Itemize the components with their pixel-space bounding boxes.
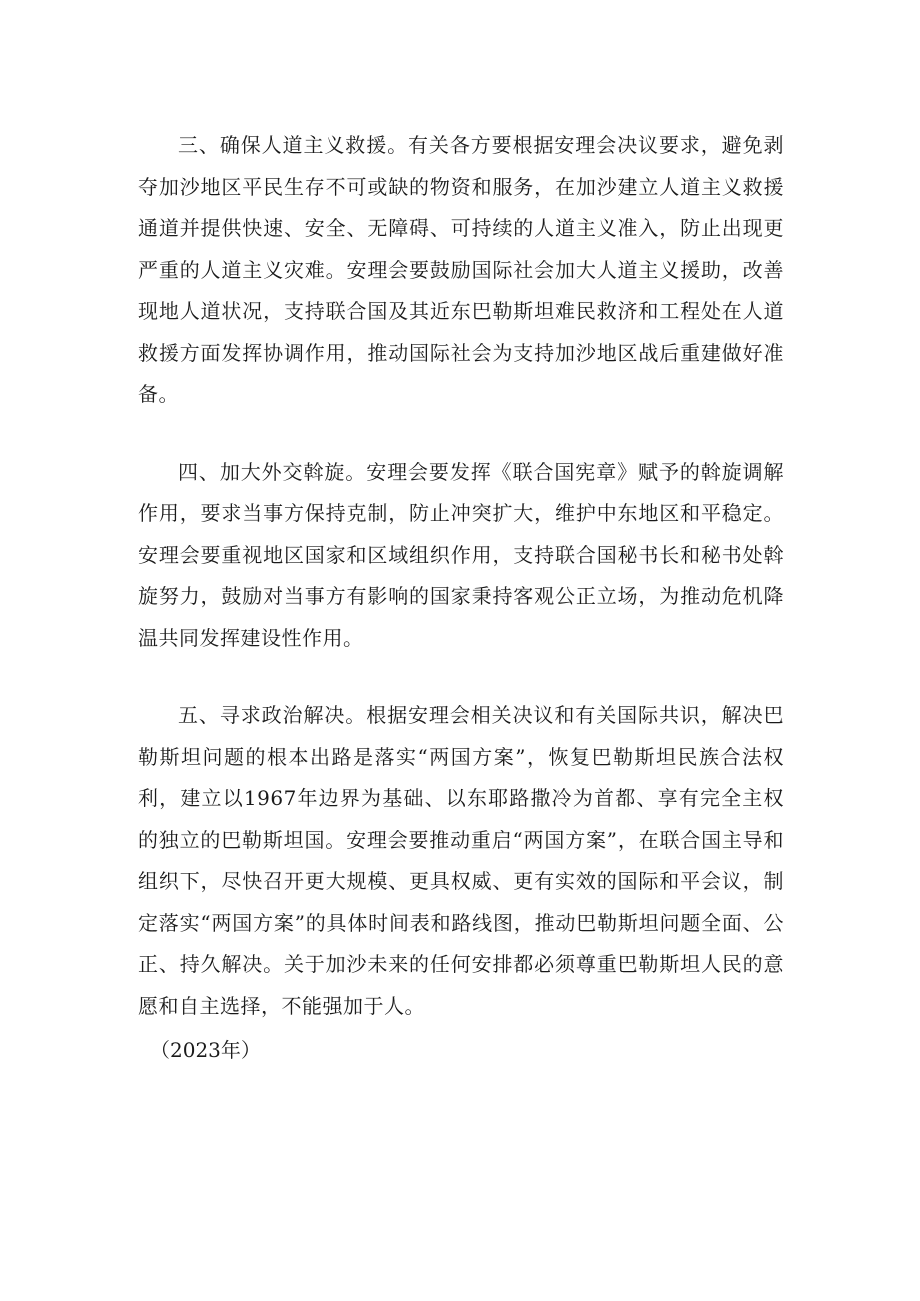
paragraph-political-solution: 五、寻求政治解决。根据安理会相关决议和有关国际共识，解决巴勒斯坦问题的根本出路是落实“两国方案”，恢复巴勒斯坦民族合法权利，建立以1967年边界为基础、以东耶路撒冷为首都、享有完全主权的独立的巴勒斯坦国。安理会要推动重启“两国方案”，在联合国主导和组织下，尽快召开更大规模、更具权威、更有实效的国际和平会议，制定落实“两国方案”的具体时间表和路线图，推动巴勒斯坦问题全面、公正、持久解决。关于加沙未来的任何安排都必须尊重巴勒斯坦人民的意愿和自主选择，不能强加于人。	[138, 703, 784, 1018]
paragraph-humanitarian-aid: 三、确保人道主义救援。有关各方要根据安理会决议要求，避免剥夺加沙地区平民生存不可或缺的物资和服务，在加沙建立人道主义救援通道并提供快速、安全、无障碍、可持续的人道主义准入，防止出现更严重的人道主义灾难。安理会要鼓励国际社会加大人道主义援助，改善现地人道状况，支持联合国及其近东巴勒斯坦难民救济和工程处在人道救援方面发挥协调作用，推动国际社会为支持加沙地区战后重建做好准备。	[138, 133, 784, 406]
document-body	[138, 125, 784, 1027]
paragraph-diplomatic-mediation: 四、加大外交斡旋。安理会要发挥《联合国宪章》赋予的斡旋调解作用，要求当事方保持克制，防止冲突扩大，维护中东地区和平稳定。安理会要重视地区国家和区域组织作用，支持联合国秘书长和秘书处斡旋努力，鼓励对当事方有影响的国家秉持客观公正立场，为推动危机降温共同发挥建设性作用。	[138, 459, 784, 650]
year-note: （2023年）	[150, 1038, 261, 1062]
